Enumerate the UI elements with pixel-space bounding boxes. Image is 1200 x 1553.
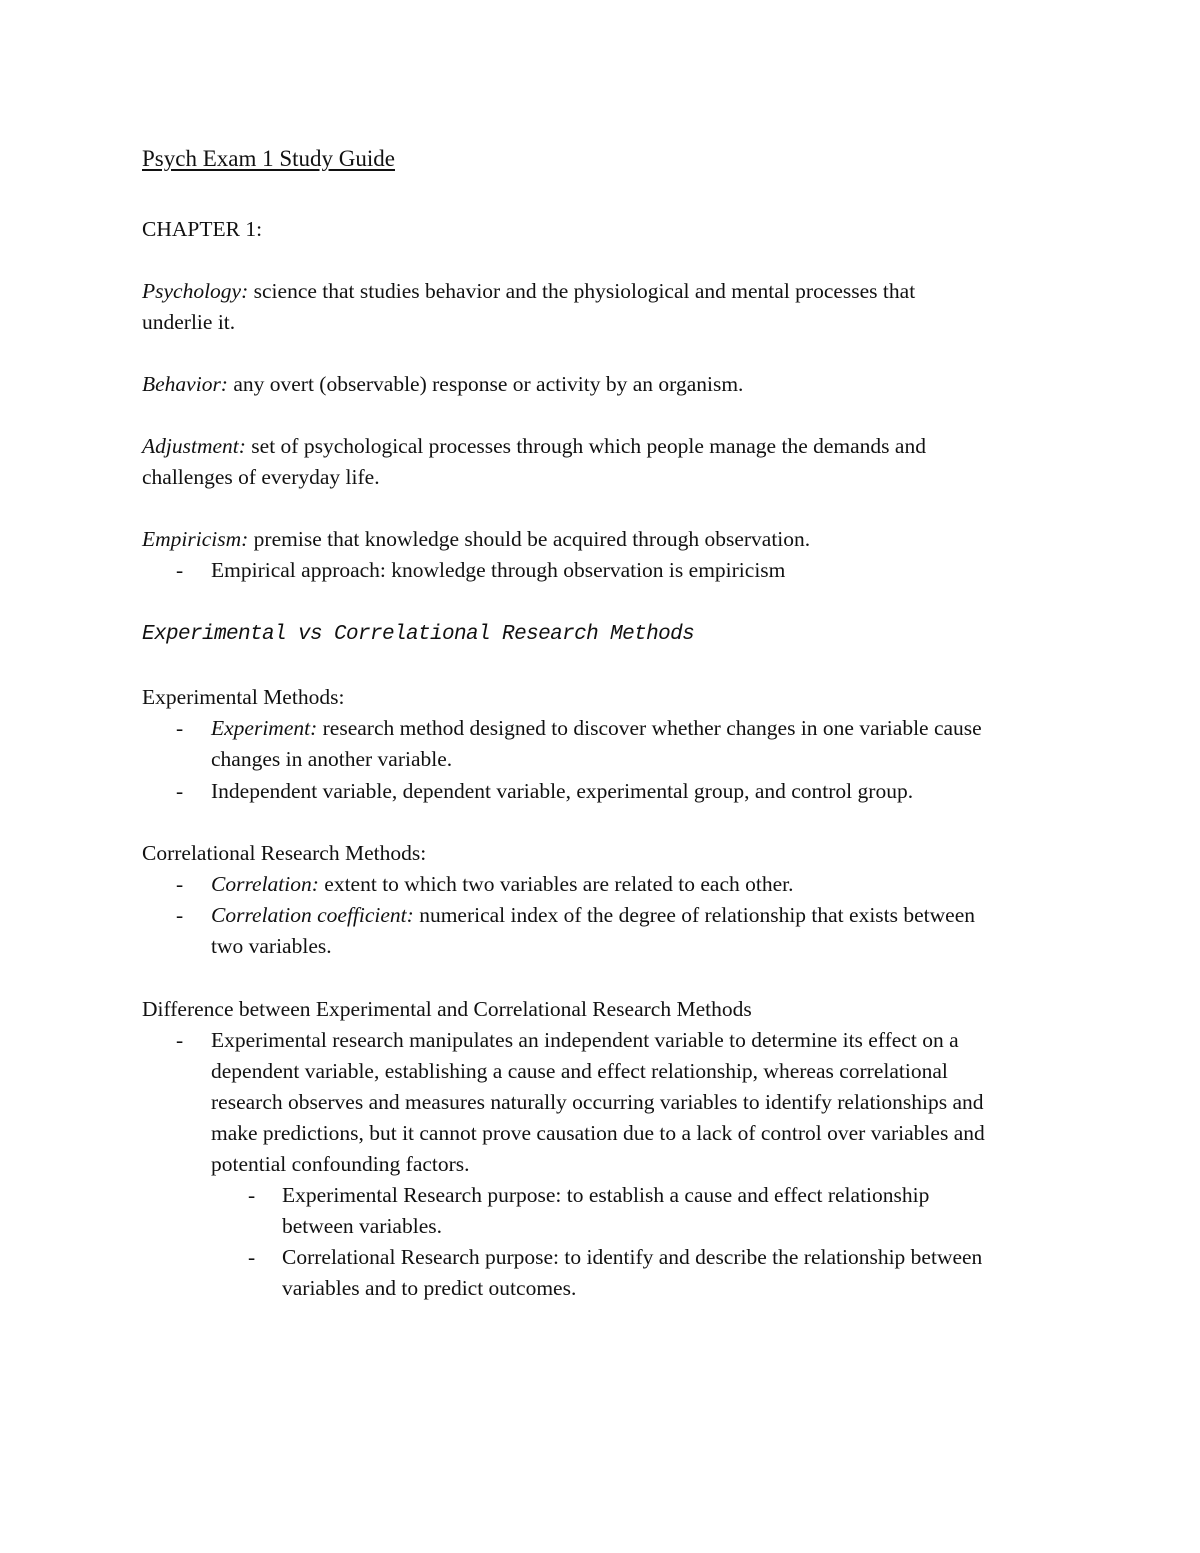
chapter-heading: CHAPTER 1: [142,217,263,241]
definition-text: premise that knowledge should be acquired through observation. [248,527,811,551]
list-item-continued: potential confounding factors. [211,1152,470,1176]
correlational-heading: Correlational Research Methods: [142,841,427,865]
bullet-dash: - [176,903,184,927]
bullet-dash: - [176,716,184,740]
list-item: Experimental research manipulates an independent variable to determine its effect on a [211,1028,959,1052]
list-item-text: extent to which two variables are related to each other. [318,872,794,896]
bullet-dash: - [176,558,184,582]
bullet-dash: - [176,872,184,896]
term-empiricism: Empiricism: [142,527,249,551]
definition-psychology [142,276,915,307]
experimental-heading: Experimental Methods: [142,685,345,709]
term-adjustment: Adjustment: [142,434,246,458]
list-item [211,900,975,931]
sub-bullet-dash: - [248,1245,256,1269]
term-psychology: Psychology: [142,279,249,303]
term-correlation: Correlation: [211,872,319,896]
definition-text: set of psychological processes through which people manage the demands and [245,434,926,458]
definition-behavior [142,369,743,400]
document-title: Psych Exam 1 Study Guide [142,146,395,171]
definition-text: science that studies behavior and the physiological and mental processes that [248,279,916,303]
list-item-continued: two variables. [211,934,332,958]
list-item-continued: dependent variable, establishing a cause and effect relationship, whereas correlational [211,1059,948,1083]
definition-empiricism [142,524,810,555]
term-experiment: Experiment: [211,716,318,740]
term-correlation-coefficient: Correlation coefficient: [211,903,414,927]
list-item: Independent variable, dependent variable, experimental group, and control group. [211,779,914,803]
definition-adjustment [142,431,926,462]
list-item [211,869,794,900]
sub-list-item: Experimental Research purpose: to establish a cause and effect relationship [282,1183,930,1207]
definition-text-continued: underlie it. [142,310,236,334]
sub-list-item-continued: variables and to predict outcomes. [282,1276,577,1300]
definition-text-continued: challenges of everyday life. [142,465,380,489]
term-behavior: Behavior: [142,372,228,396]
list-item [211,713,982,744]
list-item-text: research method designed to discover whether changes in one variable cause [317,716,982,740]
list-item-continued: changes in another variable. [211,747,453,771]
sub-list-item: Correlational Research purpose: to identify and describe the relationship between [282,1245,983,1269]
bullet-dash: - [176,779,184,803]
list-item-continued: research observes and measures naturally occurring variables to identify relationships and [211,1090,984,1114]
sub-bullet-dash: - [248,1183,256,1207]
definition-text: any overt (observable) response or activity by an organism. [227,372,744,396]
bullet-dash: - [176,1028,184,1052]
list-item: Empirical approach: knowledge through observation is empiricism [211,558,786,582]
sub-list-item-continued: between variables. [282,1214,442,1238]
list-item-text: numerical index of the degree of relationship that exists between [413,903,976,927]
list-item-continued: make predictions, but it cannot prove causation due to a lack of control over variables and [211,1121,985,1145]
section-heading: Experimental vs Correlational Research Methods [142,623,695,646]
difference-heading: Difference between Experimental and Correlational Research Methods [142,997,752,1021]
